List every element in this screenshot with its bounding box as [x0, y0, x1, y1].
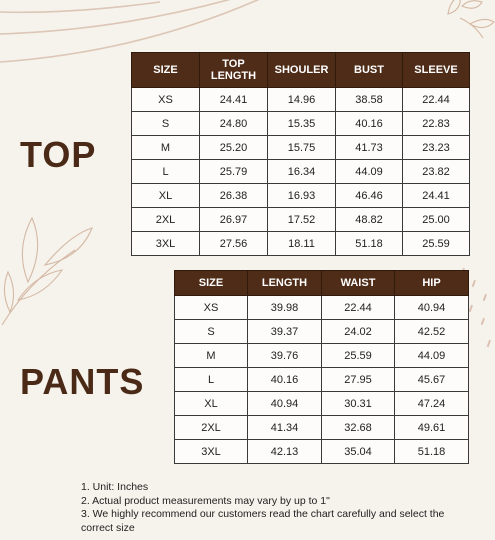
- table-row: [132, 88, 470, 112]
- table-row: [175, 440, 469, 464]
- waist-cell: 24.02: [322, 320, 395, 344]
- column-header-bust: BUST: [336, 53, 403, 88]
- waist-cell: 25.59: [322, 344, 395, 368]
- column-header-size: SIZE: [132, 53, 200, 88]
- column-header-sleeve: SLEEVE: [403, 53, 470, 88]
- bust-cell: 38.58: [336, 88, 403, 112]
- table-header-row: [132, 53, 470, 88]
- bust-cell: 48.82: [336, 208, 403, 232]
- table-row: [175, 344, 469, 368]
- size-cell: XS: [175, 296, 248, 320]
- shoulder-cell: 17.52: [268, 208, 336, 232]
- length-cell: 40.94: [248, 392, 322, 416]
- length-cell: 39.98: [248, 296, 322, 320]
- sleeve-cell: 23.82: [403, 160, 470, 184]
- table-row: [175, 296, 469, 320]
- table-row: [132, 184, 470, 208]
- sleeve-cell: 24.41: [403, 184, 470, 208]
- length-cell: 42.13: [248, 440, 322, 464]
- length-cell: 39.37: [248, 320, 322, 344]
- table-row: [175, 368, 469, 392]
- column-header-shoulder: SHOULER: [268, 53, 336, 88]
- waist-cell: 27.95: [322, 368, 395, 392]
- hip-cell: 44.09: [395, 344, 469, 368]
- waist-cell: 32.68: [322, 416, 395, 440]
- waist-cell: 30.31: [322, 392, 395, 416]
- waist-cell: 35.04: [322, 440, 395, 464]
- size-cell: XS: [132, 88, 200, 112]
- column-header-length: LENGTH: [248, 271, 322, 296]
- leaf-branch-top-right-icon: [448, 0, 494, 38]
- size-cell: M: [132, 136, 200, 160]
- shoulder-cell: 14.96: [268, 88, 336, 112]
- note-unit: 1. Unit: Inches: [81, 481, 149, 493]
- top-length-cell: 26.97: [200, 208, 268, 232]
- table-row: [132, 208, 470, 232]
- note-recommendation: 3. We highly recommend our customers read the chart carefully and select the correct size: [81, 508, 445, 534]
- column-header-top-length: TOP LENGTH: [200, 53, 268, 88]
- size-cell: L: [175, 368, 248, 392]
- size-cell: S: [132, 112, 200, 136]
- top-length-cell: 25.20: [200, 136, 268, 160]
- size-cell: S: [175, 320, 248, 344]
- top-length-cell: 26.38: [200, 184, 268, 208]
- sleeve-cell: 23.23: [403, 136, 470, 160]
- measurement-notes: [81, 481, 451, 535]
- length-cell: 39.76: [248, 344, 322, 368]
- shoulder-cell: 15.35: [268, 112, 336, 136]
- table-header-row: [175, 271, 469, 296]
- hip-cell: 40.94: [395, 296, 469, 320]
- table-row: [132, 112, 470, 136]
- note-variance: 2. Actual product measurements may vary by up to 1": [81, 494, 330, 507]
- size-cell: 2XL: [175, 416, 248, 440]
- bust-cell: 44.09: [336, 160, 403, 184]
- hip-cell: 51.18: [395, 440, 469, 464]
- bust-cell: 46.46: [336, 184, 403, 208]
- top-size-table: [131, 52, 470, 256]
- leaf-branch-icon: [2, 218, 92, 325]
- bust-cell: 41.73: [336, 136, 403, 160]
- shoulder-cell: 16.93: [268, 184, 336, 208]
- top-section-title: TOP: [20, 134, 97, 175]
- column-header-size: SIZE: [175, 271, 248, 296]
- hip-cell: 45.67: [395, 368, 469, 392]
- size-cell: M: [175, 344, 248, 368]
- table-row: [132, 136, 470, 160]
- size-cell: 2XL: [132, 208, 200, 232]
- size-cell: 3XL: [132, 232, 200, 256]
- shoulder-cell: 18.11: [268, 232, 336, 256]
- hip-cell: 42.52: [395, 320, 469, 344]
- column-header-waist: WAIST: [322, 271, 395, 296]
- sleeve-cell: 22.83: [403, 112, 470, 136]
- top-length-cell: 24.80: [200, 112, 268, 136]
- size-cell: XL: [175, 392, 248, 416]
- sleeve-cell: 25.59: [403, 232, 470, 256]
- top-length-cell: 24.41: [200, 88, 268, 112]
- sleeve-cell: 22.44: [403, 88, 470, 112]
- size-cell: L: [132, 160, 200, 184]
- top-length-cell: 25.79: [200, 160, 268, 184]
- size-cell: 3XL: [175, 440, 248, 464]
- table-row: [175, 416, 469, 440]
- size-cell: XL: [132, 184, 200, 208]
- table-row: [175, 392, 469, 416]
- table-row: [132, 160, 470, 184]
- hip-cell: 49.61: [395, 416, 469, 440]
- pants-size-table: [174, 270, 469, 464]
- column-header-hip: HIP: [395, 271, 469, 296]
- shoulder-cell: 16.34: [268, 160, 336, 184]
- table-row: [132, 232, 470, 256]
- pants-section-title: PANTS: [20, 361, 145, 402]
- bust-cell: 51.18: [336, 232, 403, 256]
- waist-cell: 22.44: [322, 296, 395, 320]
- top-length-cell: 27.56: [200, 232, 268, 256]
- hip-cell: 47.24: [395, 392, 469, 416]
- length-cell: 40.16: [248, 368, 322, 392]
- bust-cell: 40.16: [336, 112, 403, 136]
- shoulder-cell: 15.75: [268, 136, 336, 160]
- length-cell: 41.34: [248, 416, 322, 440]
- sleeve-cell: 25.00: [403, 208, 470, 232]
- table-row: [175, 320, 469, 344]
